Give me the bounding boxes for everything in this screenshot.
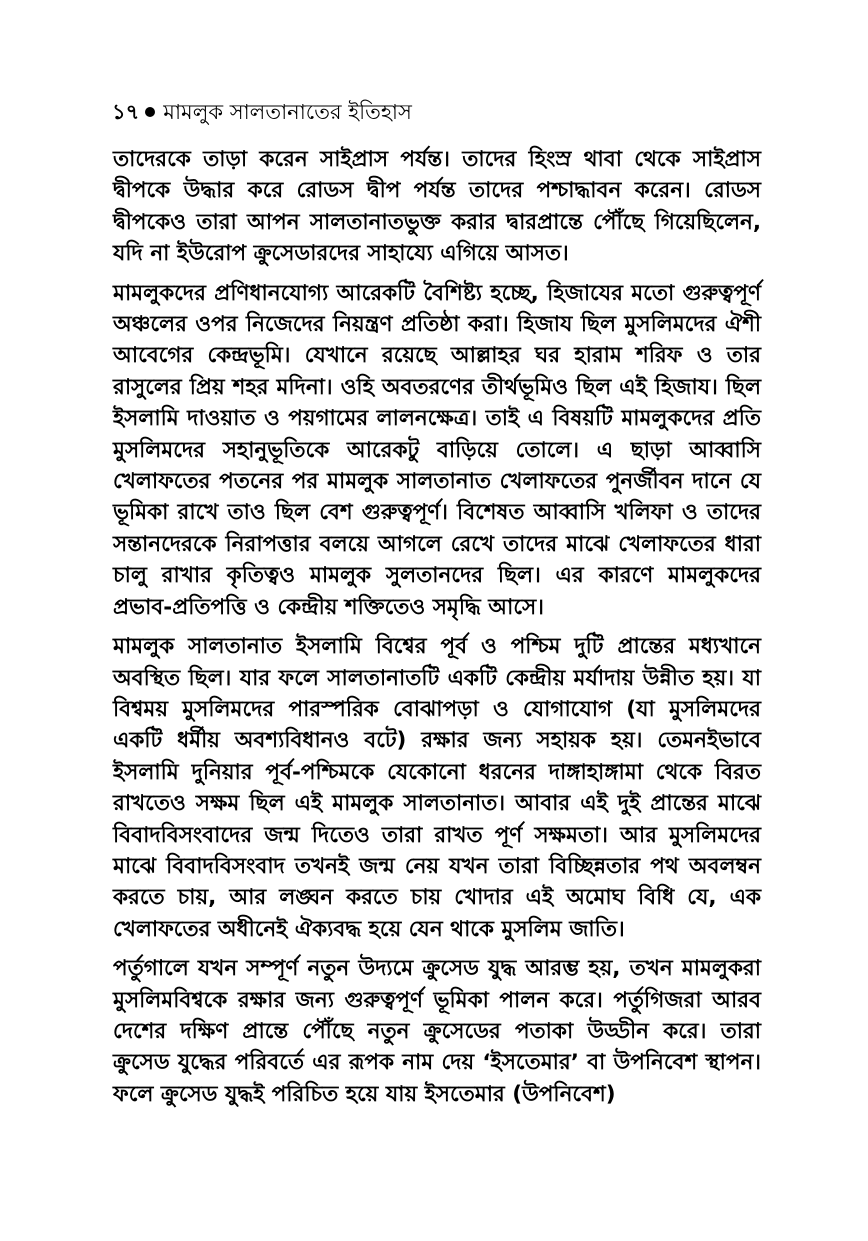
page-number: ১৭ [112,100,140,124]
bullet-dot-icon [145,107,155,117]
paragraph-1: তাদেরকে তাড়া করেন সাইপ্রাস পর্যন্ত। তাদের হিংস্র থাবা থেকে সাইপ্রাস দ্বীপকে উদ্ধার করে রোডস দ্বীপ পর্যন্ত তাদের পশ্চাদ্ধাবন করেন। রোডস দ্বীপকেও তারা আপন সালতানাতভুক্ত করার দ্বারপ্রান্তে পৌঁছে গিয়েছিলেন, যদি না ইউরোপ ক্রুসেডারদের সাহায্যে এগিয়ে আসত। [113,147,761,267]
page-body [113,144,761,1118]
paragraph-4: পর্তুগালে যখন সম্পূর্ণ নতুন উদ্যমে ক্রুসেড যুদ্ধ আরম্ভ হয়, তখন মামলুকরা মুসলিমবিশ্বকে রক্ষার জন্য গুরুত্বপূর্ণ ভূমিকা পালন করে। পর্তুগিজরা আরব দেশের দক্ষিণ প্রান্তে পৌঁছে নতুন ক্রুসেডের পতাকা উড্ডীন করে। তারা ক্রুসেড যুদ্ধের পরিবর্তে এর রূপক নাম দেয় ‘ইসতেমার’ বা উপনিবেশ স্থাপন। ফলে ক্রুসেড যুদ্ধই পরিচিত হয়ে যায় ইসতেমার (উপনিবেশ) [113,956,761,1107]
running-header [112,94,762,130]
paragraph-3: মামলুক সালতানাত ইসলামি বিশ্বের পূর্ব ও পশ্চিম দুটি প্রান্তের মধ্যখানে অবস্থিত ছিল। যার ফলে সালতানাতটি একটি কেন্দ্রীয় মর্যাদায় উন্নীত হয়। যা বিশ্বময় মুসলিমদের পারস্পরিক বোঝাপড়া ও যোগাযোগ (যা মুসলিমদের একটি ধর্মীয় অবশ্যবিধানও বটে) রক্ষার জন্য সহায়ক হয়। তেমনইভাবে ইসলামি দুনিয়ার পূর্ব-পশ্চিমকে যেকোনো ধরনের দাঙ্গাহাঙ্গামা থেকে বিরত রাখতেও সক্ষম ছিল এই মামলুক সালতানাত। আবার এই দুই প্রান্তের মাঝে বিবাদবিসংবাদের জন্ম দিতেও তারা রাখত পূর্ণ সক্ষমতা। আর মুসলিমদের মাঝে বিবাদবিসংবাদ তখনই জন্ম নেয় যখন তারা বিচ্ছিন্নতার পথ অবলম্বন করতে চায়, আর লঙ্ঘন করতে চায় খোদার এই অমোঘ বিধি যে, এক খেলাফতের অধীনেই ঐক্যবদ্ধ হয়ে যেন থাকে মুসলিম জাতি। [113,634,761,942]
book-title: মামলুক সালতানাতের ইতিহাস [163,100,412,124]
paragraph-2: মামলুকদের প্রণিধানযোগ্য আরেকটি বৈশিষ্ট্য হচ্ছে, হিজাযের মতো গুরুত্বপূর্ণ অঞ্চলের ওপর নিজেদের নিয়ন্ত্রণ প্রতিষ্ঠা করা। হিজায ছিল মুসলিমদের ঐশী আবেগের কেন্দ্রভূমি। যেখানে রয়েছে আল্লাহর ঘর হারাম শরিফ ও তার রাসুলের প্রিয় শহর মদিনা। ওহি অবতরণের তীর্থভূমিও ছিল এই হিজায। ছিল ইসলামি দাওয়াত ও পয়গামের লালনক্ষেত্র। তাই এ বিষয়টি মামলুকদের প্রতি মুসলিমদের সহানুভূতিকে আরেকটু বাড়িয়ে তোলে। এ ছাড়া আব্বাসি খেলাফতের পতনের পর মামলুক সালতানাত খেলাফতের পুনর্জীবন দানে যে ভূমিকা রাখে তাও ছিল বেশ গুরুত্বপূর্ণ। বিশেষত আব্বাসি খলিফা ও তাদের সন্তানদেরকে নিরাপত্তার বলয়ে আগলে রেখে তাদের মাঝে খেলাফতের ধারা চালু রাখার কৃতিত্বও মামলুক সুলতানদের ছিল। এর কারণে মামলুকদের প্রভাব-প্রতিপত্তি ও কেন্দ্রীয় শক্তিতেও সমৃদ্ধি আসে। [113,280,761,620]
